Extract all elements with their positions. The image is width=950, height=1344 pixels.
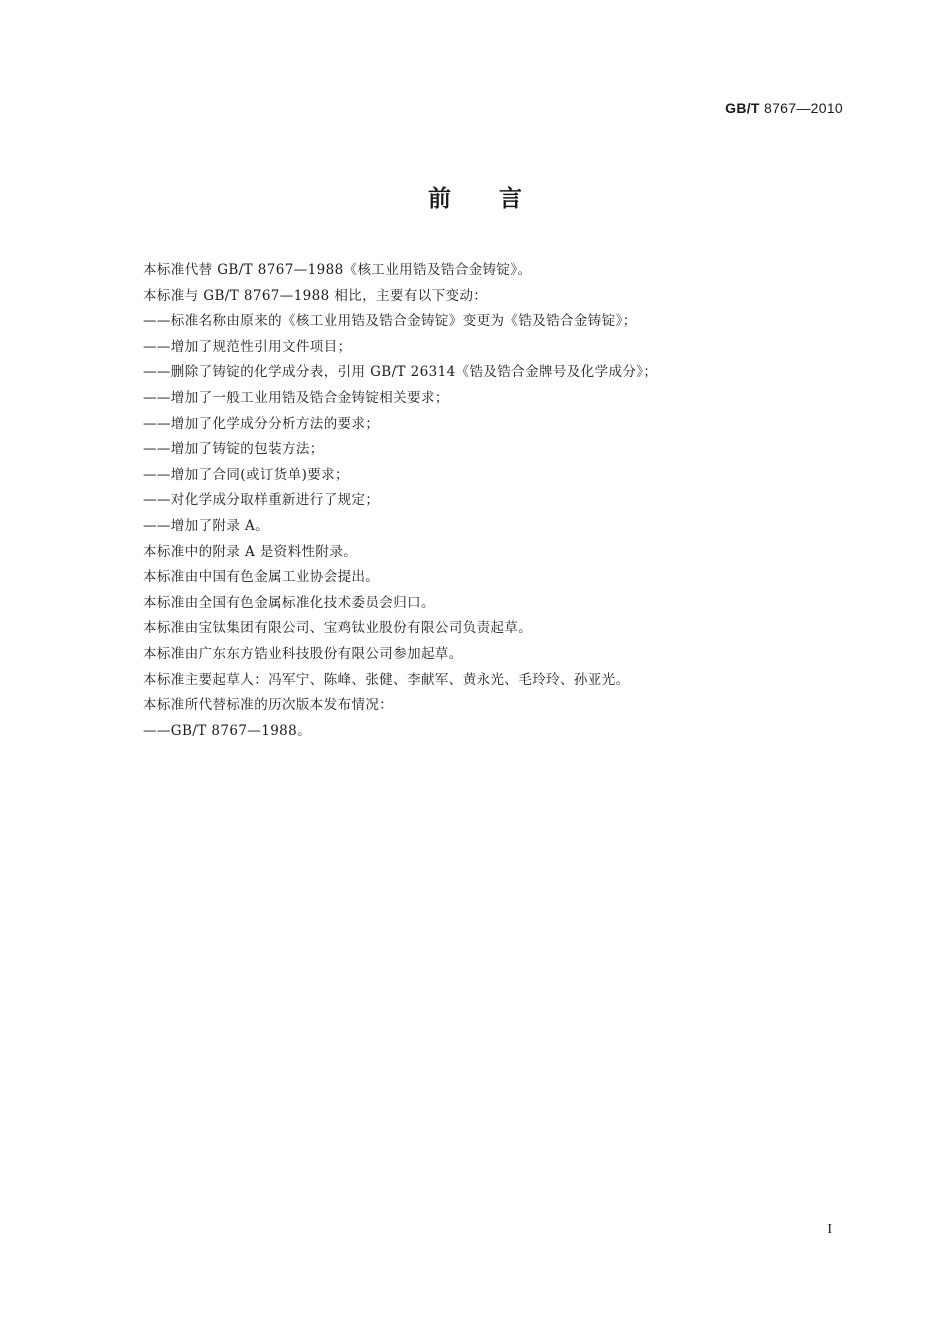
change-item: ——增加了铸锭的包装方法；	[143, 441, 324, 458]
foreword-line: 本标准主要起草人：冯军宁、陈峰、张健、李献军、黄永光、毛玲玲、孙亚光。	[143, 671, 630, 688]
foreword-line: 本标准中的附录 A 是资料性附录。	[143, 543, 358, 560]
change-item: ——增加了合同(或订货单)要求；	[143, 466, 349, 483]
page-title: 前言	[428, 186, 570, 212]
foreword-line: 本标准由广东东方锆业科技股份有限公司参加起草。	[143, 645, 463, 662]
standard-code	[725, 100, 843, 116]
foreword-line: 本标准所代替标准的历次版本发布情况：	[143, 697, 394, 714]
foreword-line: 本标准与 GB/T 8767—1988 相比，主要有以下变动：	[143, 287, 488, 304]
page-number: I	[827, 1222, 832, 1237]
change-item: ——删除了铸锭的化学成分表，引用 GB/T 26314《锆及锆合金牌号及化学成分》；	[143, 364, 658, 381]
change-item: ——增加了附录 A。	[143, 517, 270, 534]
foreword-line: 本标准由宝钛集团有限公司、宝鸡钛业股份有限公司负责起草。	[143, 620, 533, 637]
foreword-line: 本标准由全国有色金属标准化技术委员会归口。	[143, 594, 435, 611]
change-item: ——增加了规范性引用文件项目；	[143, 338, 352, 355]
foreword-line: 本标准代替 GB/T 8767—1988《核工业用锆及锆合金铸锭》。	[143, 262, 532, 278]
foreword-body	[143, 258, 803, 744]
change-item: ——增加了一般工业用锆及锆合金铸锭相关要求；	[143, 389, 449, 406]
foreword-line: 本标准由中国有色金属工业协会提出。	[143, 569, 380, 586]
change-item: ——对化学成分取样重新进行了规定；	[143, 492, 380, 509]
change-item: ——标准名称由原来的《核工业用锆及锆合金铸锭》变更为《锆及锆合金铸锭》；	[143, 313, 637, 330]
standard-number: 8767—2010	[764, 100, 843, 116]
change-item: ——增加了化学成分分析方法的要求；	[143, 415, 380, 432]
history-item: ——GB/T 8767—1988。	[143, 722, 312, 739]
standard-prefix: GB/T	[725, 100, 760, 116]
